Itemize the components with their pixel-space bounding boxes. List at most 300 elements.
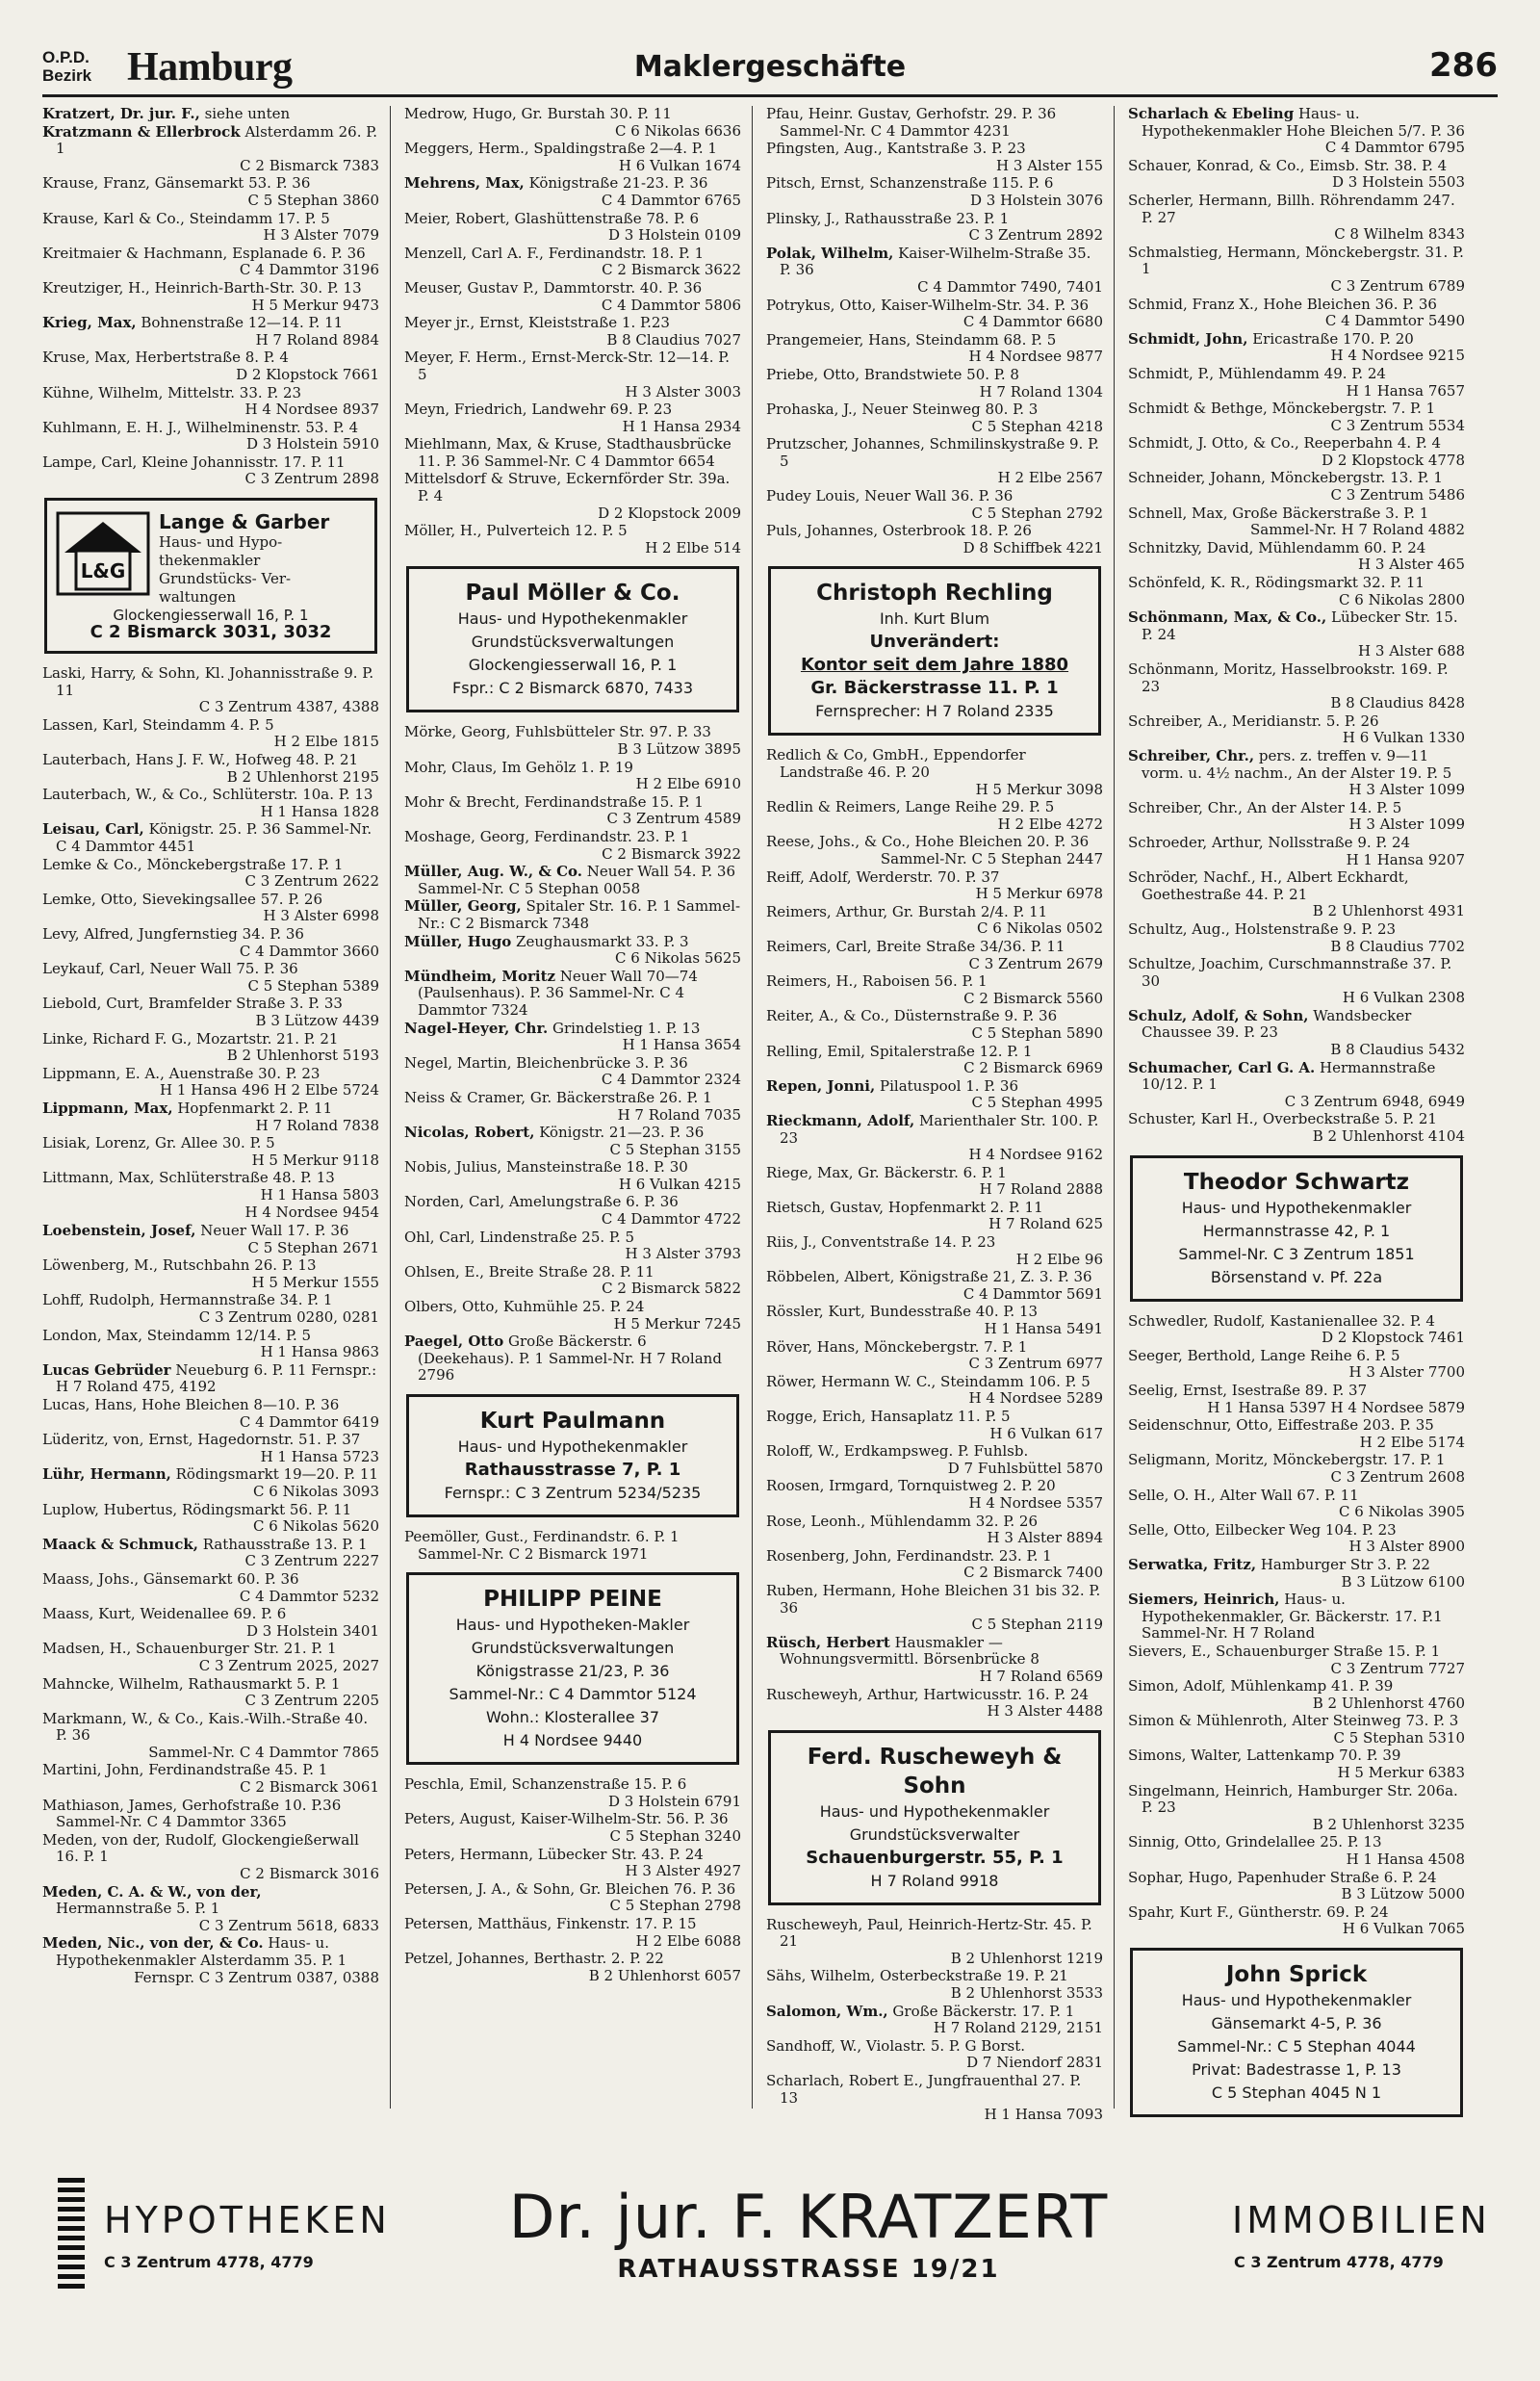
directory-entry (1128, 661, 1465, 712)
entry-phone: C 2 Bismarck 7400 (963, 1564, 1103, 1582)
entry-address: Haus- u. Hypothekenmakler Hohe Bleichen 5/7. P. 36 (1142, 105, 1465, 140)
ad-line: Grundstücksverwalter (849, 1825, 1020, 1844)
entry-phone: H 3 Alster 688 (1358, 642, 1465, 660)
column-3 (766, 105, 1103, 2124)
entry-address: Relling, Emil, Spitalerstraße 12. P. 1 (766, 1042, 1033, 1060)
entry-phone: C 4 Dammtor 4722 (601, 1210, 741, 1229)
directory-entry (1128, 106, 1465, 157)
entry-address: Lauterbach, Hans J. F. W., Hofweg 48. P. 21 (42, 751, 359, 769)
entry-name: Meden, Nic., von der, & Co. (42, 1934, 264, 1953)
directory-entry (766, 141, 1103, 174)
ad-line: Wohn.: Klosterallee 37 (485, 1708, 660, 1727)
entry-phone: H 2 Elbe 96 (1015, 1250, 1103, 1268)
ad-line: Grundstücks- Ver- (159, 570, 292, 588)
entry-phone: H 3 Alster 7700 (1348, 1363, 1465, 1382)
entry-address: siehe unten (199, 105, 291, 122)
entry-address: Mathiason, James, Gerhofstraße 10. P.36 Sammel-Nr. C 4 Dammtor 3365 (42, 1796, 342, 1831)
entry-address: Lemke, Otto, Sievekingsallee 57. P. 26 (42, 890, 322, 908)
entry-phone: H 7 Roland 7035 (617, 1105, 741, 1124)
directory-entry (1128, 835, 1465, 868)
entry-address: Königstr. 21—23. P. 36 (534, 1124, 705, 1142)
entry-phone: C 6 Nikolas 2800 (1339, 590, 1465, 608)
directory-entry (766, 211, 1103, 245)
entry-phone: H 5 Merkur 1555 (251, 1273, 379, 1291)
directory-entry (404, 1916, 741, 1950)
entry-address: Reiter, A., & Co., Düsternstraße 9. P. 36 (766, 1007, 1058, 1025)
directory-entry (766, 1514, 1103, 1547)
ad-phone: Fernsprecher: H 7 Roland 2335 (815, 702, 1054, 721)
entry-address: Röver, Hans, Mönckebergstr. 7. P. 1 (766, 1337, 1028, 1356)
entry-phone: C 4 Dammtor 7490, 7401 (917, 277, 1103, 296)
entry-address: Ohlsen, E., Breite Straße 28. P. 11 (404, 1262, 654, 1281)
column-divider (390, 106, 391, 2109)
entry-name: Nicolas, Robert, (404, 1124, 535, 1142)
directory-entry (766, 1968, 1103, 2002)
district-line-1: O.P.D. (42, 48, 90, 66)
entry-address: Leykauf, Carl, Neuer Wall 75. P. 36 (42, 960, 298, 978)
directory-entry (766, 1008, 1103, 1042)
entry-address: Rosenberg, John, Ferdinandstr. 23. P. 1 (766, 1546, 1052, 1565)
entry-phone: H 3 Alster 1099 (1348, 781, 1465, 799)
directory-entry (1128, 1747, 1465, 1781)
entry-phone: H 2 Elbe 4272 (997, 815, 1103, 833)
entry-address: Scherler, Hermann, Billh. Röhrendamm 247. P. 27 (1128, 191, 1455, 226)
entry-address: Meggers, Herm., Spaldingstraße 2—4. P. 1 (404, 140, 717, 158)
directory-entry (404, 523, 741, 556)
directory-entry (766, 298, 1103, 331)
entry-phone: D 7 Fuhlsbüttel 5870 (947, 1459, 1103, 1477)
entry-phone: H 1 Hansa 5803 (260, 1185, 379, 1203)
entry-phone: C 5 Stephan 4995 (971, 1094, 1103, 1112)
entry-phone: C 2 Bismarck 3061 (240, 1778, 379, 1797)
entry-address: Norden, Carl, Amelungstraße 6. P. 36 (404, 1193, 679, 1211)
entry-address: Olbers, Otto, Kuhmühle 25. P. 24 (404, 1298, 645, 1316)
entry-phone: D 2 Klopstock 7461 (1322, 1329, 1465, 1347)
ad-box-sprick (1130, 1948, 1463, 2117)
entry-address: Hermannstraße 5. P. 1 (56, 1900, 220, 1918)
entry-phone: D 7 Niendorf 2831 (966, 2054, 1103, 2072)
directory-entry (766, 834, 1103, 867)
entry-address: Meuser, Gustav P., Dammtorstr. 40. P. 36 (404, 278, 703, 297)
entry-name: Mündheim, Moritz (404, 967, 556, 985)
column-divider (1114, 106, 1115, 2109)
ad-line: Haus- und Hypo- (159, 533, 283, 552)
entry-phone: B 3 Lützow 6100 (1341, 1572, 1465, 1591)
directory-entry (42, 1031, 379, 1065)
entry-phone: H 3 Alster 4927 (625, 1862, 741, 1880)
directory-entry (404, 1333, 741, 1385)
directory-entry (42, 246, 379, 279)
entry-phone: B 2 Uhlenhorst 1219 (950, 1949, 1103, 1967)
directory-entry (42, 961, 379, 995)
entry-phone: B 2 Uhlenhorst 2195 (226, 767, 379, 786)
directory-entry (1128, 800, 1465, 834)
entry-address: Pitsch, Ernst, Schanzenstraße 115. P. 6 (766, 174, 1054, 193)
entry-address: Prutzscher, Johannes, Schmilinskystraße 9. P. 5 (766, 435, 1099, 470)
entry-address: Lemke & Co., Mönckebergstraße 17. P. 1 (42, 855, 344, 873)
entry-phone: C 3 Zentrum 2898 (244, 470, 379, 488)
directory-entry (42, 821, 379, 855)
entry-address: Prohaska, J., Neuer Steinweg 80. P. 3 (766, 401, 1039, 419)
directory-entry (42, 1711, 379, 1762)
entry-address: Peemöller, Gust., Ferdinandstr. 6. P. 1 Sammel-Nr. C 2 Bismarck 1971 (404, 1528, 680, 1563)
entry-phone: B 2 Uhlenhorst 4931 (1312, 902, 1465, 920)
entry-address: Schreiber, A., Meridianstr. 5. P. 26 (1128, 712, 1379, 730)
directory-entry (42, 1432, 379, 1465)
entry-address: Meden, von der, Rudolf, Glockengießerwall 16. P. 1 (42, 1830, 359, 1866)
kratzert-banner-ad (58, 2178, 1502, 2291)
directory-entry (404, 1529, 741, 1563)
ad-line: Haus- und Hypothekenmakler (457, 1437, 688, 1456)
banner-right-title: IMMOBILIEN (1232, 2199, 1491, 2241)
page-number: 286 (1429, 46, 1498, 85)
directory-entry (1128, 1111, 1465, 1145)
entry-phone: H 4 Nordsee 9162 (968, 1146, 1103, 1164)
ad-name: Kurt Paulmann (479, 1409, 666, 1434)
directory-entry (1128, 505, 1465, 539)
directory-entry (766, 523, 1103, 556)
entry-phone: H 2 Elbe 5174 (1359, 1433, 1465, 1451)
entry-phone: B 8 Claudius 7702 (1330, 937, 1465, 955)
entry-address: Prangemeier, Hans, Steindamm 68. P. 5 (766, 330, 1057, 349)
directory-entry (1128, 1557, 1465, 1591)
ad-unchanged: Unverändert: (869, 632, 1000, 653)
entry-address: Rödingsmarkt 19—20. P. 11 (170, 1465, 378, 1484)
entry-address: Rathausstraße 13. P. 1 (197, 1535, 368, 1553)
entry-phone: H 3 Alster 3793 (625, 1245, 741, 1263)
entry-address: Seelig, Ernst, Isestraße 89. P. 37 (1128, 1382, 1368, 1399)
entry-address: Petersen, Matthäus, Finkenstr. 17. P. 15 (404, 1914, 697, 1932)
entry-phone: H 1 Hansa 2934 (622, 417, 741, 435)
entry-phone: H 5 Merkur 9118 (251, 1151, 379, 1169)
entry-phone: H 4 Nordsee 9215 (1330, 347, 1465, 365)
entry-phone: C 4 Dammtor 3196 (239, 261, 379, 279)
entry-address: Reimers, Arthur, Gr. Burstah 2/4. P. 11 (766, 902, 1048, 920)
directory-entry (42, 420, 379, 453)
entry-address: Neueburg 6. P. 11 Fernspr.: H 7 Roland 475, 4192 (56, 1360, 377, 1396)
entry-address: Schmidt, J. Otto, & Co., Reeperbahn 4. P. 4 (1128, 434, 1442, 453)
entry-phone: C 2 Bismarck 6969 (963, 1059, 1103, 1077)
entry-address: Schmalstieg, Hermann, Mönckebergstr. 31. P. 1 (1128, 243, 1464, 278)
entry-phone: B 3 Lützow 5000 (1341, 1885, 1465, 1903)
entry-address: Kühne, Wilhelm, Mittelstr. 33. P. 23 (42, 383, 302, 401)
entry-phone: C 5 Stephan 3860 (247, 191, 379, 209)
entry-phone: H 2 Elbe 514 (645, 538, 741, 556)
entry-phone: C 4 Dammtor 2324 (601, 1071, 741, 1089)
entry-phone: C 3 Zentrum 2608 (1330, 1467, 1465, 1486)
directory-entry (766, 1339, 1103, 1373)
entry-address: Roosen, Irmgard, Tornquistweg 2. P. 20 (766, 1477, 1056, 1495)
directory-entry (1128, 1904, 1465, 1938)
ad-address: Rathausstrasse 7, P. 1 (464, 1460, 681, 1480)
entry-phone: C 2 Bismarck 5560 (963, 989, 1103, 1007)
ad-address: Schauenburgerstr. 55, P. 1 (806, 1847, 1064, 1868)
entry-phone: C 4 Dammtor 3660 (239, 942, 379, 960)
directory-entry (1128, 331, 1465, 365)
directory-entry (42, 1292, 379, 1326)
entry-phone: C 5 Stephan 3155 (609, 1140, 741, 1158)
ad-phone: C 2 Bismarck 3031, 3032 (90, 622, 332, 643)
column-2 (404, 106, 741, 2113)
entry-address: Redlich & Co, GmbH., Eppendorfer Landstraße 46. P. 20 (766, 746, 1026, 782)
entry-phone: H 7 Roland 6569 (979, 1667, 1103, 1685)
entry-address: Schauer, Konrad, & Co., Eimsb. Str. 38. P. 4 (1128, 156, 1448, 174)
entry-name: Kratzert, Dr. jur. F., (42, 105, 200, 122)
directory-entry (766, 904, 1103, 938)
directory-entry (404, 1090, 741, 1124)
entry-name: Maack & Schmuck, (42, 1535, 198, 1553)
entry-address: Rogge, Erich, Hansaplatz 11. P. 5 (766, 1408, 1011, 1425)
entry-phone: H 5 Merkur 6383 (1337, 1764, 1465, 1782)
entry-name: Polak, Wilhelm, (766, 244, 894, 262)
directory-entry (1128, 1488, 1465, 1521)
directory-entry (766, 436, 1103, 487)
entry-address: Menzell, Carl A. F., Ferdinandstr. 18. P. 1 (404, 244, 705, 262)
ad-line: Haus- und Hypothekenmakler (819, 1801, 1050, 1821)
directory-entry (766, 2073, 1103, 2124)
directory-entry (1128, 1592, 1465, 1643)
entry-phone: H 1 Hansa 5491 (984, 1320, 1103, 1338)
ad-phone: Fernspr.: C 3 Zentrum 5234/5235 (444, 1484, 702, 1502)
logo-letters: L&G (80, 559, 126, 583)
entry-address: Schnell, Max, Große Bäckerstraße 3. P. 1 (1128, 504, 1429, 522)
entry-address: Wandsbecker Chaussee 39. P. 23 (1142, 1006, 1412, 1042)
entry-address: Kaiser-Wilhelm-Straße 35. P. 36 (780, 244, 1091, 279)
ad-owner: Inh. Kurt Blum (879, 609, 990, 629)
entry-address: Linke, Richard F. G., Mozartstr. 21. P. 21 (42, 1029, 339, 1048)
entry-name: Rüsch, Herbert (766, 1633, 890, 1651)
entry-phone: H 7 Roland 2888 (979, 1180, 1103, 1199)
entry-phone: H 3 Alster 8900 (1348, 1538, 1465, 1556)
directory-entry (404, 794, 741, 828)
entry-address: Schuster, Karl H., Overbeckstraße 5. P. 21 (1128, 1110, 1437, 1128)
entry-address: Singelmann, Heinrich, Hamburger Str. 206a. P. 23 (1128, 1781, 1458, 1817)
entry-address: Röwer, Hermann W. C., Steindamm 106. P. 5 (766, 1372, 1091, 1390)
entry-phone: H 3 Alster 155 (996, 156, 1103, 174)
entry-address: Selle, Otto, Eilbecker Weg 104. P. 23 (1128, 1520, 1397, 1539)
entry-address: Markmann, W., & Co., Kais.-Wilh.-Straße 40. P. 36 (42, 1709, 369, 1745)
entry-phone: C 3 Zentrum 5486 (1330, 486, 1465, 505)
directory-entry (766, 1165, 1103, 1199)
entry-address: Maass, Kurt, Weidenallee 69. P. 6 (42, 1605, 287, 1623)
ad-line: Börsenstand v. Pf. 22a (1210, 1267, 1383, 1286)
directory-entry (42, 1832, 379, 1883)
entry-address: Neuer Wall 17. P. 36 (195, 1222, 349, 1240)
entry-phone: H 6 Vulkan 1330 (1342, 729, 1465, 747)
directory-entry (1128, 1313, 1465, 1347)
entry-address: London, Max, Steindamm 12/14. P. 5 (42, 1326, 312, 1344)
entry-phone: B 2 Uhlenhorst 4104 (1312, 1127, 1465, 1146)
directory-entry (1128, 1348, 1465, 1382)
entry-address: Peters, Hermann, Lübecker Str. 43. P. 24 (404, 1845, 704, 1863)
directory-entry (1128, 575, 1465, 608)
entry-address: Rössler, Kurt, Bundesstraße 40. P. 13 (766, 1303, 1039, 1321)
directory-entry (404, 1951, 741, 1984)
entry-address: Medrow, Hugo, Gr. Burstah 30. P. 11 (404, 105, 672, 122)
directory-entry (766, 106, 1103, 140)
entry-address: Zeughausmarkt 33. P. 3 (511, 932, 689, 950)
directory-entry (42, 175, 379, 209)
ad-box-rechling (768, 566, 1101, 736)
ad-name: Paul Möller & Co. (465, 581, 680, 607)
entry-phone: H 1 Hansa 5723 (260, 1447, 379, 1465)
entry-address: Schwedler, Rudolf, Kastanienallee 32. P. 4 (1128, 1311, 1435, 1330)
directory-entry (42, 1571, 379, 1605)
directory-entry (766, 799, 1103, 833)
ad-line: Grundstücksverwaltungen (471, 1639, 675, 1658)
directory-entry (42, 1606, 379, 1640)
directory-entry (404, 1021, 741, 1054)
entry-address: Peschla, Emil, Schanzenstraße 15. P. 6 (404, 1775, 687, 1794)
directory-entry (42, 857, 379, 891)
entry-phone: C 3 Zentrum 2622 (244, 872, 379, 891)
ad-line: Sammel-Nr. C 3 Zentrum 1851 (1178, 1244, 1415, 1263)
entry-address: Mohr & Brecht, Ferdinandstraße 15. P. 1 (404, 792, 704, 811)
entry-address: Meyer jr., Ernst, Kleiststraße 1. P.23 (404, 314, 670, 332)
entry-address: Kreitmaier & Hachmann, Esplanade 6. P. 36 (42, 244, 366, 262)
ad-line: Sammel-Nr.: C 5 Stephan 4044 (1177, 2037, 1416, 2056)
entry-phone: H 1 Hansa 4508 (1346, 1850, 1465, 1869)
entry-address: Pfau, Heinr. Gustav, Gerhofstr. 29. P. 36 Sammel-Nr. C 4 Dammtor 4231 (766, 105, 1057, 140)
directory-entry (42, 665, 379, 716)
column-divider (752, 106, 753, 2109)
entry-address: Selle, O. H., Alter Wall 67. P. 11 (1128, 1486, 1359, 1504)
directory-entry (1128, 435, 1465, 469)
entry-phone: H 1 Hansa 7657 (1346, 381, 1465, 400)
entry-phone: H 6 Vulkan 2308 (1342, 989, 1465, 1007)
directory-entry (42, 752, 379, 786)
directory-entry (766, 1478, 1103, 1512)
directory-entry (766, 1374, 1103, 1408)
directory-entry (42, 454, 379, 488)
ad-line: Sammel-Nr.: C 4 Dammtor 5124 (449, 1685, 697, 1704)
ad-box-lange (44, 498, 377, 654)
entry-phone: H 3 Alster 7079 (263, 226, 379, 245)
entry-phone: C 6 Nikolas 5625 (615, 949, 741, 968)
entry-address: Ohl, Carl, Lindenstraße 25. P. 5 (404, 1228, 635, 1246)
directory-entry (766, 1548, 1103, 1582)
entry-address: Haus- u. Hypothekenmakler, Gr. Bäckerstr. 17. P.1 Sammel-Nr. H 7 Roland (1142, 1591, 1443, 1643)
directory-entry (1128, 297, 1465, 330)
entry-phone: C 3 Zentrum 2205 (244, 1692, 379, 1710)
ad-name: John Sprick (1225, 1962, 1368, 1987)
directory-entry (404, 969, 741, 1020)
directory-entry (766, 869, 1103, 903)
entry-address: Schneider, Johann, Mönckebergstr. 13. P. 1 (1128, 469, 1443, 487)
ad-line: Privat: Badestrasse 1, P. 13 (1192, 2060, 1401, 2079)
entry-address: Littmann, Max, Schlüterstraße 48. P. 13 (42, 1169, 335, 1187)
directory-entry (766, 1635, 1103, 1686)
entry-phone: Sammel-Nr. C 4 Dammtor 7865 (148, 1743, 379, 1761)
directory-entry (42, 1135, 379, 1169)
entry-address: Möller, H., Pulverteich 12. P. 5 (404, 522, 628, 540)
entry-name: Kratzmann & Ellerbrock (42, 122, 241, 141)
directory-entry (766, 175, 1103, 209)
directory-entry (766, 367, 1103, 401)
entry-phone: D 3 Holstein 5503 (1331, 173, 1465, 192)
ad-line: Königstrasse 21/23, P. 36 (475, 1662, 670, 1681)
banner-address: RATHAUSSTRASSE 19/21 (617, 2255, 1000, 2284)
entry-phone: C 5 Stephan 2798 (609, 1897, 741, 1915)
entry-phone: H 2 Elbe 6910 (635, 775, 741, 793)
entry-phone: C 2 Bismarck 3016 (240, 1865, 379, 1883)
directory-entry (1128, 869, 1465, 920)
ad-address: Glockengiesserwall 16, P. 1 (113, 607, 309, 625)
entry-name: Schönmann, Max, & Co., (1128, 608, 1327, 627)
directory-entry (404, 106, 741, 140)
directory-entry (766, 939, 1103, 972)
entry-phone: B 2 Uhlenhorst 5193 (226, 1047, 379, 1065)
entry-name: Paegel, Otto (404, 1333, 504, 1351)
directory-entry (766, 1583, 1103, 1634)
ad-line: Glockengiesserwall 16, P. 1 (468, 656, 678, 675)
directory-entry (404, 1811, 741, 1845)
directory-entry (766, 1917, 1103, 1968)
house-logo-icon (55, 510, 151, 597)
entry-address: Puls, Johannes, Osterbrook 18. P. 26 (766, 522, 1032, 540)
banner-right-phone: C 3 Zentrum 4778, 4779 (1234, 2253, 1444, 2271)
entry-name: Meden, C. A. & W., von der, (42, 1882, 262, 1901)
directory-entry (766, 973, 1103, 1007)
directory-entry (1128, 1678, 1465, 1712)
directory-entry (404, 934, 741, 968)
entry-name: Repen, Jonni, (766, 1076, 876, 1095)
entry-name: Rieckmann, Adolf, (766, 1111, 915, 1129)
entry-phone: B 2 Uhlenhorst 3533 (950, 1984, 1103, 2003)
directory-entry (42, 1328, 379, 1361)
ad-box-schwartz (1130, 1155, 1463, 1302)
entry-address: Grindelstieg 1. P. 13 (548, 1019, 701, 1037)
directory-entry (1128, 713, 1465, 747)
directory-entry (42, 1257, 379, 1291)
directory-entry (1128, 1417, 1465, 1451)
entry-phone: C 2 Bismarck 3622 (602, 261, 741, 279)
directory-entry (766, 1044, 1103, 1077)
directory-entry (404, 1776, 741, 1810)
entry-address: Maass, Johs., Gänsemarkt 60. P. 36 (42, 1569, 299, 1588)
directory-entry (1128, 366, 1465, 400)
ad-box-peine (406, 1572, 739, 1765)
entry-address: Redlin & Reimers, Lange Reihe 29. P. 5 (766, 798, 1055, 816)
entry-address: Hopfenmarkt 2. P. 11 (172, 1099, 333, 1117)
entry-phone: B 2 Uhlenhorst 3235 (1312, 1815, 1465, 1833)
directory-entry (42, 1100, 379, 1134)
directory-entry (766, 1078, 1103, 1112)
entry-phone: D 3 Holstein 5910 (245, 435, 379, 453)
entry-phone: H 3 Alster 6998 (263, 907, 379, 925)
directory-entry (1128, 921, 1465, 955)
entry-phone: B 8 Claudius 8428 (1330, 694, 1465, 712)
entry-phone: D 2 Klopstock 2009 (598, 504, 741, 522)
entry-phone: H 4 Nordsee 8937 (244, 401, 379, 419)
directory-entry (42, 1798, 379, 1831)
entry-phone: C 3 Zentrum 2679 (968, 954, 1103, 972)
entry-phone: H 6 Vulkan 7065 (1342, 1920, 1465, 1938)
entry-address: Große Bäckerstr. 17. P. 1 (887, 2002, 1075, 2020)
entry-address: Sinnig, Otto, Grindelallee 25. P. 13 (1128, 1833, 1382, 1851)
entry-address: Sähs, Wilhelm, Osterbeckstraße 19. P. 21 (766, 1967, 1068, 1985)
directory-entry (42, 1466, 379, 1500)
ad-since: Kontor seit dem Jahre 1880 (800, 655, 1069, 676)
ad-line: C 5 Stephan 4045 N 1 (1211, 2083, 1382, 2102)
entry-address: Schreiber, Chr., An der Alster 14. P. 5 (1128, 798, 1402, 816)
directory-entry (42, 1362, 379, 1396)
entry-phone: C 3 Zentrum 6789 (1330, 276, 1465, 295)
ad-text (151, 510, 367, 607)
entry-address: Neiss & Cramer, Gr. Bäckerstraße 26. P. 1 (404, 1088, 712, 1106)
directory-entry (404, 211, 741, 245)
directory-entry (404, 141, 741, 174)
